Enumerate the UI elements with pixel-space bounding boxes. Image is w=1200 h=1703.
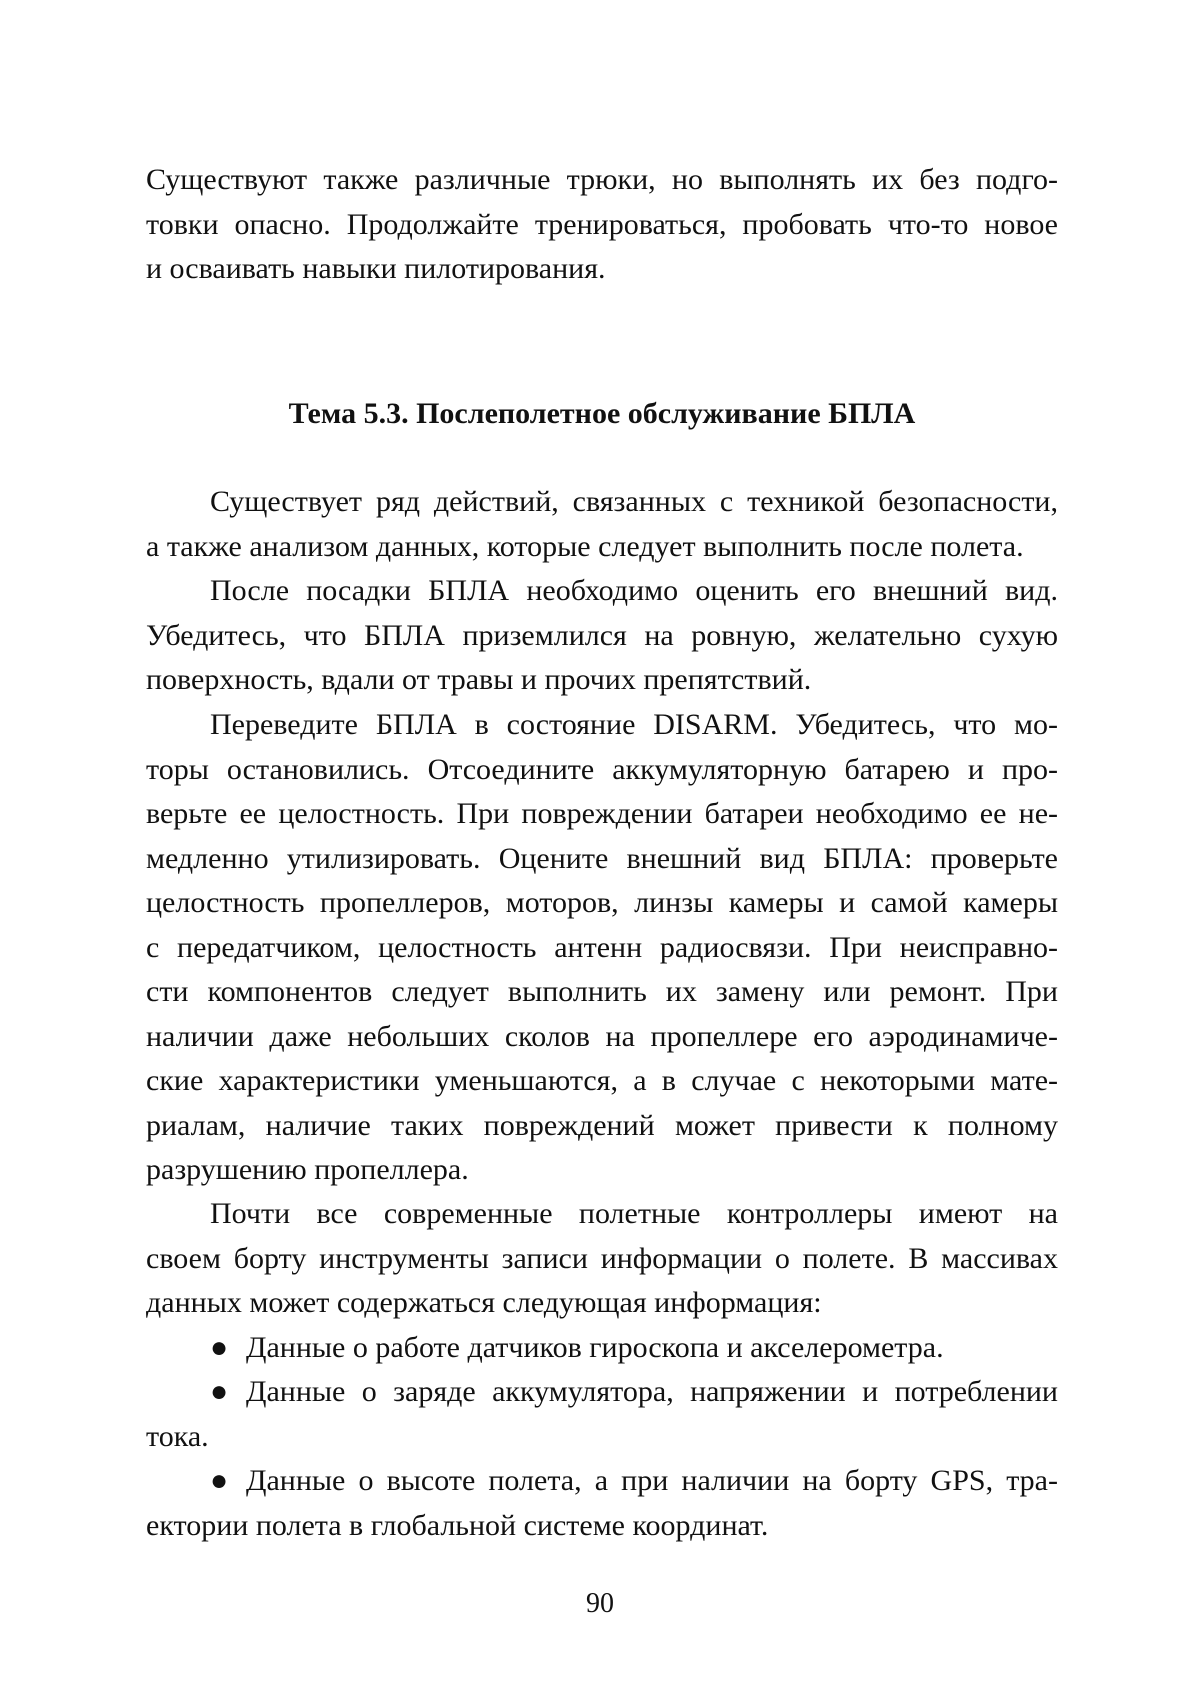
bullet-line xyxy=(146,1370,1058,1415)
paragraph-safety xyxy=(146,480,1058,569)
intro-paragraph xyxy=(146,158,1058,292)
text-line: данных может содержаться следующая информация: xyxy=(146,1286,822,1319)
text-line: После посадки БПЛА необходимо оценить его внешний вид. xyxy=(210,574,1058,607)
text-line: с передатчиком, целостность антенн радиосвязи. При неисправно- xyxy=(146,930,1058,964)
text-line: наличии даже небольших сколов на пропеллере его аэродинамиче- xyxy=(146,1019,1058,1053)
text-line: сти компонентов следует выполнить их замену или ремонт. При xyxy=(146,975,1058,1008)
text-line: своем борту инструменты записи информации о полете. В массивах xyxy=(146,1241,1058,1275)
bullet-text: Данные о заряде аккумулятора, напряжении и потреблении xyxy=(246,1375,1058,1408)
list-item xyxy=(146,1326,1058,1371)
bullet-line xyxy=(146,1326,1058,1371)
text-line: ектории полета в глобальной системе координат. xyxy=(146,1508,769,1542)
bullet-icon: ● xyxy=(210,1464,229,1497)
bullet-icon: ● xyxy=(210,1375,229,1408)
bullet-icon: ● xyxy=(210,1331,229,1364)
bullet-text: Данные о работе датчиков гироскопа и акселерометра. xyxy=(246,1331,944,1364)
text-line: верьте ее целостность. При повреждении батареи необходимо ее не- xyxy=(146,797,1058,830)
text-line: товки опасно. Продолжайте тренироваться, пробовать что-то новое xyxy=(146,207,1058,241)
text-line: Существуют также различные трюки, но выполнять их без подго- xyxy=(146,163,1058,196)
text-line: риалам, наличие таких повреждений может привести к полному xyxy=(146,1108,1058,1142)
bullet-text: Данные о высоте полета, а при наличии на борту GPS, тра- xyxy=(246,1464,1058,1497)
bullet-line xyxy=(146,1459,1058,1504)
section-heading: Тема 5.3. Послеполетное обслуживание БПЛА xyxy=(288,397,916,430)
list-item xyxy=(146,1370,1058,1459)
text-line: а также анализом данных, которые следует выполнить после полета. xyxy=(146,529,1024,563)
paragraph-landing xyxy=(146,569,1058,703)
text-line: Убедитесь, что БПЛА приземлился на ровную, желательно сухую xyxy=(146,618,1058,652)
text-line: поверхность, вдали от травы и прочих препятствий. xyxy=(146,663,812,696)
paragraph-disarm xyxy=(146,703,1058,1193)
text-line: целостность пропеллеров, моторов, линзы камеры и самой камеры xyxy=(146,886,1058,919)
paragraph-flight-logs xyxy=(146,1192,1058,1326)
text-line: торы остановились. Отсоедините аккумуляторную батарею и про- xyxy=(146,752,1058,786)
text-line: тока. xyxy=(146,1419,209,1453)
text-line: разрушению пропеллера. xyxy=(146,1153,469,1186)
page-number: 90 xyxy=(586,1588,614,1619)
text-line: Почти все современные полетные контроллеры имеют на xyxy=(210,1197,1058,1230)
text-line: медленно утилизировать. Оцените внешний вид БПЛА: проверьте xyxy=(146,841,1058,875)
list-item xyxy=(146,1459,1058,1548)
text-line: ские характеристики уменьшаются, а в случае с некоторыми мате- xyxy=(146,1064,1058,1097)
text-line: Переведите БПЛА в состояние DISARM. Убедитесь, что мо- xyxy=(210,708,1058,741)
text-line: Существует ряд действий, связанных с техникой безопасности, xyxy=(210,485,1058,518)
text-line: и осваивать навыки пилотирования. xyxy=(146,252,606,285)
